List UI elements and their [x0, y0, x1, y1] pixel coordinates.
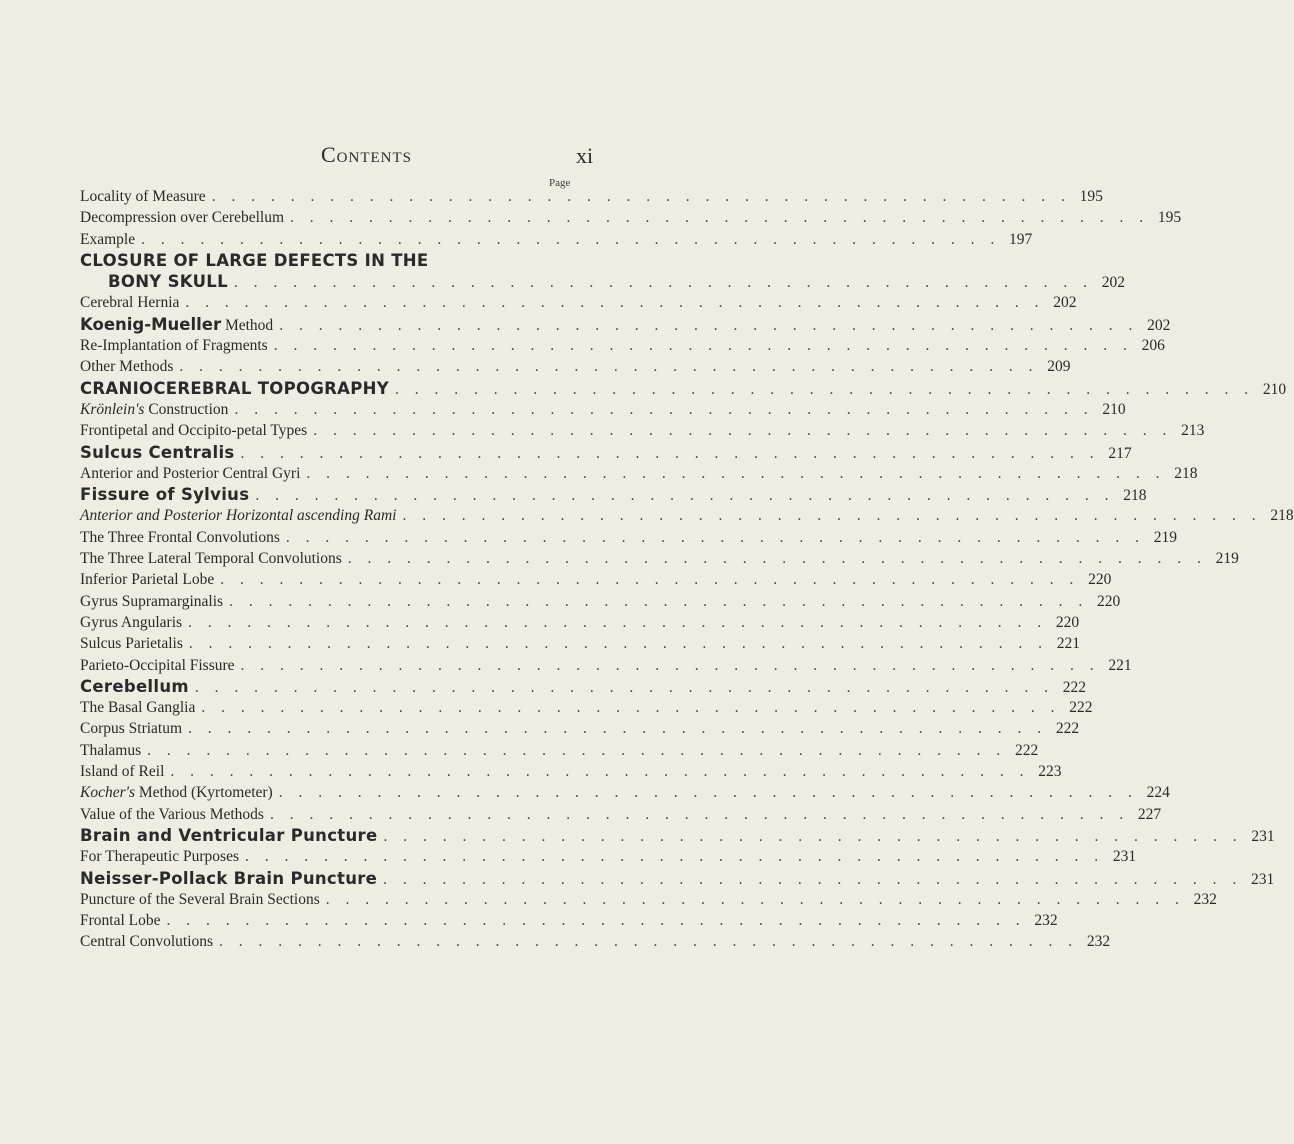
toc-entry-page: 217 — [1108, 444, 1132, 462]
toc-entry-title: Kocher's Method (Kyrtometer) — [80, 784, 273, 802]
dot-leader: . . . . . . . . . . . . . . . . . . . . . . . . . . . . . . . . . . . . . . . . . . . . — [233, 274, 1094, 292]
toc-entry-page: 221 — [1056, 635, 1081, 653]
toc-entry-page: 197 — [1008, 230, 1033, 248]
dot-leader: . . . . . . . . . . . . . . . . . . . . . . . . . . . . . . . . . . . . . . . . . . . . — [220, 571, 1080, 589]
toc-entry-title: Cerebral Hernia — [80, 294, 180, 312]
toc-entry-page: 195 — [1157, 209, 1182, 227]
toc-entry — [80, 931, 1111, 952]
toc-entry-page: 202 — [1147, 316, 1171, 334]
toc-entry-title: CRANIOCEREBRAL TOPOGRAPHY — [80, 378, 389, 398]
toc-entry-page: 222 — [1069, 699, 1093, 717]
toc-entry — [80, 356, 1071, 377]
toc-entry — [80, 484, 1147, 505]
toc-entry-title: Gyrus Supramarginalis — [80, 592, 224, 610]
dot-leader: . . . . . . . . . . . . . . . . . . . . . . . . . . . . . . . . . . . . . . . . . . . . — [285, 528, 1146, 546]
toc-entry-page: 223 — [1038, 763, 1062, 781]
dot-leader: . . . . . . . . . . . . . . . . . . . . . . . . . . . . . . . . . . . . . . . . . . . . — [402, 507, 1262, 525]
table-of-contents — [80, 186, 1294, 953]
toc-entry-title: Parieto-Occipital Fissure — [80, 656, 235, 674]
page-column-label: Page — [549, 177, 571, 189]
toc-entry-page: 227 — [1137, 805, 1162, 823]
toc-entry-page: 231 — [1112, 848, 1137, 866]
toc-entry-page: 206 — [1141, 337, 1165, 355]
toc-entry-page: 195 — [1079, 188, 1103, 205]
dot-leader: . . . . . . . . . . . . . . . . . . . . . . . . . . . . . . . . . . . . . . . . . . . . — [383, 870, 1243, 888]
toc-entry — [80, 335, 1165, 356]
dot-leader: . . . . . . . . . . . . . . . . . . . . . . . . . . . . . . . . . . . . . . . . . . . . — [240, 444, 1100, 462]
toc-entry-title: Cerebellum — [80, 676, 189, 696]
toc-entry-title: Decompression over Cerebellum — [80, 209, 285, 227]
toc-entry-page: 222 — [1062, 678, 1087, 696]
dot-leader: . . . . . . . . . . . . . . . . . . . . . . . . . . . . . . . . . . . . . . . . . . . . — [347, 550, 1207, 568]
toc-entry — [80, 207, 1182, 228]
dot-leader: . . . . . . . . . . . . . . . . . . . . . . . . . . . . . . . . . . . . . . . . . . . . — [219, 933, 1079, 951]
toc-entry-title: Corpus Striatum — [80, 720, 183, 738]
toc-entry-page: 222 — [1055, 720, 1080, 738]
dot-leader: . . . . . . . . . . . . . . . . . . . . . . . . . . . . . . . . . . . . . . . . . . . . — [273, 337, 1133, 355]
toc-entry-page: 221 — [1108, 656, 1132, 674]
toc-entry — [80, 697, 1093, 718]
toc-entry — [80, 186, 1103, 207]
toc-entry-page: 232 — [1086, 933, 1111, 951]
toc-entry-page: 222 — [1015, 741, 1039, 759]
dot-leader: . . . . . . . . . . . . . . . . . . . . . . . . . . . . . . . . . . . . . . . . . . . . — [240, 656, 1100, 674]
toc-entry — [80, 505, 1294, 526]
toc-entry — [80, 314, 1171, 335]
toc-entry — [80, 655, 1132, 676]
dot-leader: . . . . . . . . . . . . . . . . . . . . . . . . . . . . . . . . . . . . . . . . . . . . — [194, 678, 1055, 696]
toc-entry-title: Gyrus Angularis — [80, 613, 183, 631]
toc-entry — [80, 399, 1126, 420]
toc-entry — [80, 804, 1162, 825]
toc-entry-page: 231 — [1251, 870, 1275, 888]
toc-entry-title: The Three Lateral Temporal Convolutions — [80, 550, 342, 568]
toc-entry-page: 209 — [1047, 358, 1071, 376]
toc-entry-title: Locality of Measure — [80, 188, 206, 205]
dot-leader: . . . . . . . . . . . . . . . . . . . . . . . . . . . . . . . . . . . . . . . . . . . . — [188, 613, 1048, 631]
toc-entry-title: Inferior Parietal Lobe — [80, 571, 215, 589]
toc-entry — [80, 420, 1205, 441]
toc-entry — [80, 782, 1170, 803]
dot-leader: . . . . . . . . . . . . . . . . . . . . . . . . . . . . . . . . . . . . . . . . . . . . — [306, 464, 1166, 482]
dot-leader: . . . . . . . . . . . . . . . . . . . . . . . . . . . . . . . . . . . . . . . . . . . . — [141, 230, 1001, 248]
toc-entry — [80, 548, 1239, 569]
dot-leader: . . . . . . . . . . . . . . . . . . . . . . . . . . . . . . . . . . . . . . . . . . . . — [211, 188, 1071, 205]
toc-entry — [80, 442, 1132, 463]
toc-entry — [80, 889, 1217, 910]
dot-leader: . . . . . . . . . . . . . . . . . . . . . . . . . . . . . . . . . . . . . . . . . . . . — [170, 763, 1030, 781]
toc-entry-page: 210 — [1102, 400, 1126, 418]
toc-entry-title: The Basal Ganglia — [80, 699, 196, 717]
dot-leader: . . . . . . . . . . . . . . . . . . . . . . . . . . . . . . . . . . . . . . . . . . . . — [313, 422, 1173, 440]
toc-entry — [80, 591, 1121, 612]
toc-entry — [80, 292, 1077, 313]
dot-leader: . . . . . . . . . . . . . . . . . . . . . . . . . . . . . . . . . . . . . . . . . . . . — [147, 741, 1007, 759]
toc-entry-page: 202 — [1053, 294, 1077, 312]
toc-entry-title: Thalamus — [80, 741, 142, 759]
toc-entry — [80, 271, 1126, 292]
dot-leader: . . . . . . . . . . . . . . . . . . . . . . . . . . . . . . . . . . . . . . . . . . . . — [279, 316, 1139, 334]
toc-entry-title: Sulcus Centralis — [80, 442, 235, 462]
toc-entry — [80, 868, 1275, 889]
toc-entry-title: Koenig-Mueller Method — [80, 314, 274, 334]
toc-entry-page: 219 — [1153, 528, 1178, 546]
toc-entry — [80, 378, 1287, 399]
dot-leader: . . . . . . . . . . . . . . . . . . . . . . . . . . . . . . . . . . . . . . . . . . . . — [290, 209, 1150, 227]
toc-entry-title: The Three Frontal Convolutions — [80, 528, 280, 546]
running-header — [0, 142, 800, 172]
toc-entry-title: Fissure of Sylvius — [80, 485, 250, 505]
toc-entry-title: Value of the Various Methods — [80, 805, 264, 823]
dot-leader: . . . . . . . . . . . . . . . . . . . . . . . . . . . . . . . . . . . . . . . . . . . . — [201, 699, 1061, 717]
dot-leader: . . . . . . . . . . . . . . . . . . . . . . . . . . . . . . . . . . . . . . . . . . . . — [269, 805, 1130, 823]
toc-entry — [80, 676, 1087, 697]
toc-entry-page: 210 — [1262, 380, 1287, 398]
toc-entry — [80, 910, 1058, 931]
dot-leader: . . . . . . . . . . . . . . . . . . . . . . . . . . . . . . . . . . . . . . . . . . . . — [188, 635, 1049, 653]
toc-entry-title: Re-Implantation of Fragments — [80, 337, 268, 355]
toc-entry-title: Puncture of the Several Brain Sections — [80, 890, 320, 908]
toc-entry-page: 220 — [1096, 592, 1121, 610]
toc-entry — [80, 761, 1062, 782]
toc-entry-page: 224 — [1146, 784, 1170, 802]
dot-leader: . . . . . . . . . . . . . . . . . . . . . . . . . . . . . . . . . . . . . . . . . . . . — [383, 827, 1243, 845]
header-title: Contents — [321, 142, 413, 167]
toc-entry-page: 218 — [1270, 507, 1294, 525]
dot-leader: . . . . . . . . . . . . . . . . . . . . . . . . . . . . . . . . . . . . . . . . . . . . — [166, 912, 1026, 930]
toc-entry-page: 218 — [1174, 464, 1198, 482]
toc-entry-title: Frontipetal and Occipito-petal Types — [80, 422, 308, 440]
dot-leader: . . . . . . . . . . . . . . . . . . . . . . . . . . . . . . . . . . . . . . . . . . . . — [229, 592, 1089, 610]
toc-entry-title: Central Convolutions — [80, 933, 214, 951]
toc-entry-title: Island of Reil — [80, 763, 165, 781]
toc-entry-title: Other Methods — [80, 358, 174, 376]
dot-leader: . . . . . . . . . . . . . . . . . . . . . . . . . . . . . . . . . . . . . . . . . . . . — [179, 358, 1039, 376]
toc-entry-page: 232 — [1034, 912, 1058, 930]
toc-entry-title: BONY SKULL — [108, 272, 228, 292]
dot-leader: . . . . . . . . . . . . . . . . . . . . . . . . . . . . . . . . . . . . . . . . . . . . — [395, 380, 1255, 398]
toc-entry-title: CLOSURE OF LARGE DEFECTS IN THE — [80, 250, 429, 270]
toc-entry — [80, 718, 1080, 739]
toc-entry-page: 220 — [1088, 571, 1112, 589]
toc-entry-title: For Therapeutic Purposes — [80, 848, 239, 866]
toc-entry-title: Anterior and Posterior Horizontal ascending Rami — [80, 507, 397, 525]
toc-entry — [80, 527, 1178, 548]
toc-entry — [80, 825, 1275, 846]
toc-entry-page: 220 — [1055, 613, 1080, 631]
dot-leader: . . . . . . . . . . . . . . . . . . . . . . . . . . . . . . . . . . . . . . . . . . . . — [185, 294, 1045, 312]
toc-entry — [80, 740, 1039, 761]
toc-entry-title: Anterior and Posterior Central Gyri — [80, 464, 301, 482]
toc-entry — [80, 569, 1112, 590]
dot-leader: . . . . . . . . . . . . . . . . . . . . . . . . . . . . . . . . . . . . . . . . . . . . — [278, 784, 1138, 802]
toc-entry-title: Krönlein's Construction — [80, 400, 229, 418]
toc-entry-title: Example — [80, 230, 136, 248]
toc-entry — [80, 229, 1033, 250]
toc-entry — [80, 612, 1080, 633]
toc-entry-title: Neisser-Pollack Brain Puncture — [80, 868, 378, 888]
toc-entry-page: 218 — [1123, 487, 1147, 505]
toc-entry-title: Frontal Lobe — [80, 912, 161, 930]
dot-leader: . . . . . . . . . . . . . . . . . . . . . . . . . . . . . . . . . . . . . . . . . . . . — [188, 720, 1048, 738]
toc-entry — [80, 463, 1198, 484]
toc-entry-title: Sulcus Parietalis — [80, 635, 183, 653]
toc-entry-title: Brain and Ventricular Puncture — [80, 825, 378, 845]
toc-entry-page: 232 — [1193, 890, 1217, 908]
header-page-number: xi — [576, 143, 594, 168]
dot-leader: . . . . . . . . . . . . . . . . . . . . . . . . . . . . . . . . . . . . . . . . . . . . — [234, 400, 1094, 418]
dot-leader: . . . . . . . . . . . . . . . . . . . . . . . . . . . . . . . . . . . . . . . . . . . . — [255, 487, 1115, 505]
dot-leader: . . . . . . . . . . . . . . . . . . . . . . . . . . . . . . . . . . . . . . . . . . . . — [245, 848, 1105, 866]
toc-entry-page: 231 — [1251, 827, 1275, 845]
toc-entry — [80, 250, 580, 271]
toc-entry — [80, 633, 1081, 654]
toc-entry-page: 202 — [1101, 274, 1126, 292]
toc-entry — [80, 846, 1137, 867]
toc-entry-page: 219 — [1215, 550, 1239, 568]
toc-entry-page: 213 — [1181, 422, 1205, 440]
dot-leader: . . . . . . . . . . . . . . . . . . . . . . . . . . . . . . . . . . . . . . . . . . . . — [325, 890, 1185, 908]
